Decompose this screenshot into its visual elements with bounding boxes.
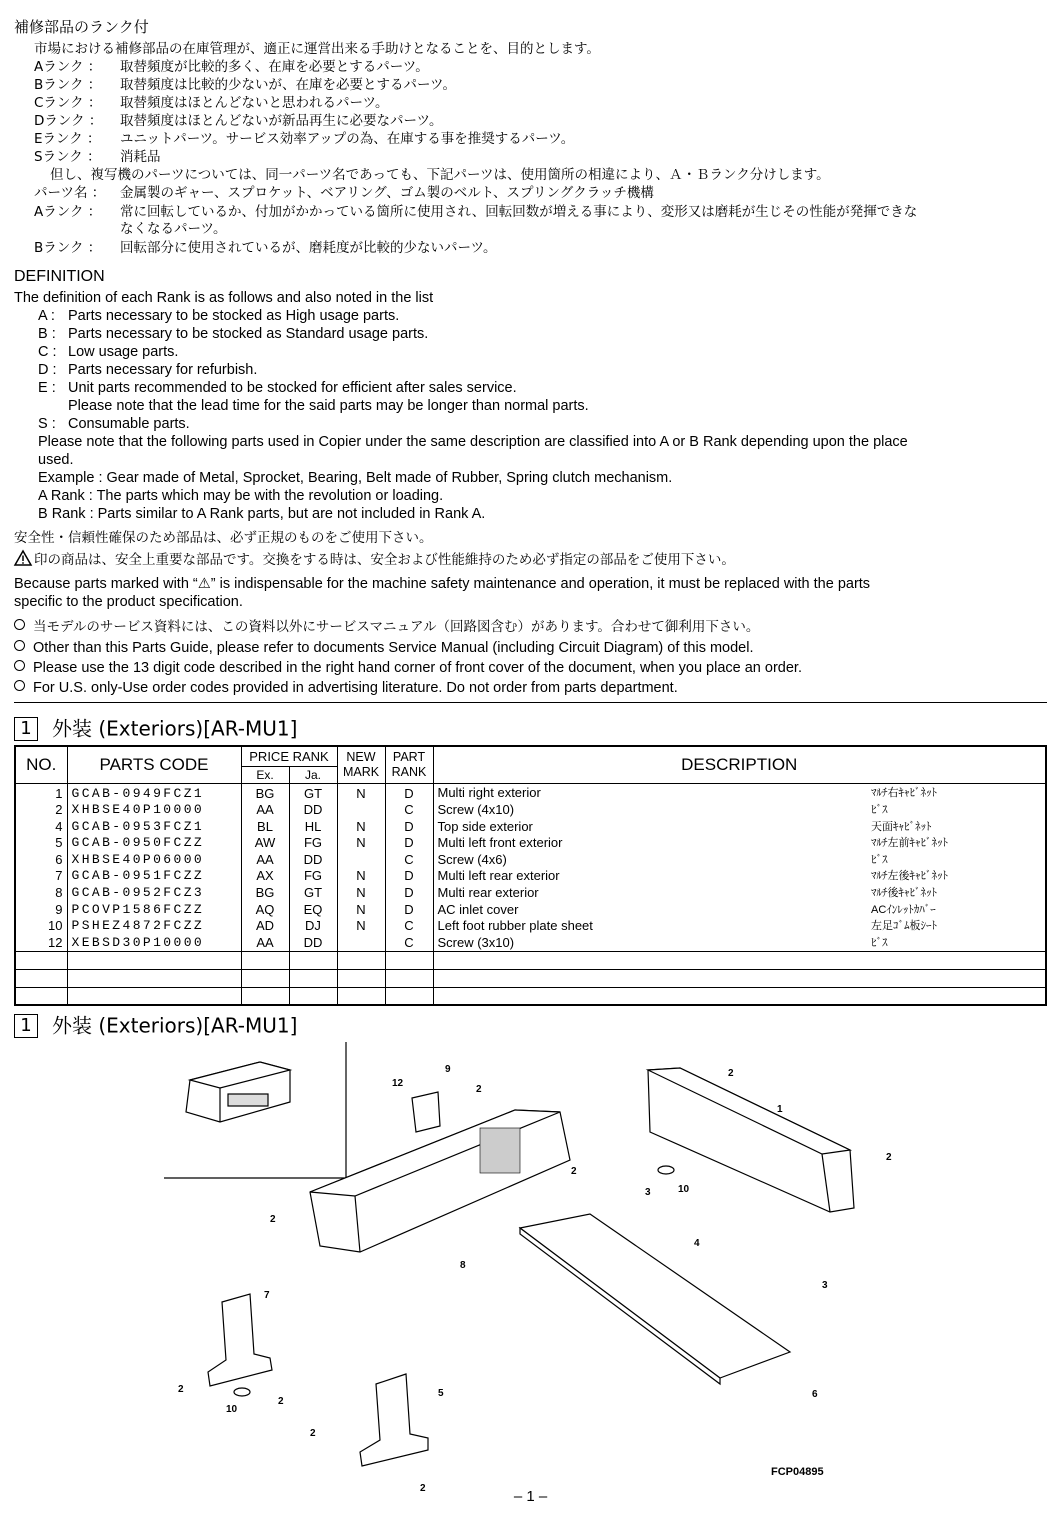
- jp-rank-value: 取替頻度はほとんどないと思われるパーツ。: [120, 95, 389, 111]
- row-new-mark: [337, 852, 385, 869]
- callout-2: 2: [278, 1396, 284, 1407]
- definition-b-rank: B Rank : Parts similar to A Rank parts, but are not included in Rank A.: [38, 506, 486, 522]
- row-parts-code: GCAB-0953FCZ1: [67, 819, 241, 836]
- empty-cell: [337, 970, 385, 988]
- callout-1: 1: [777, 1104, 783, 1115]
- empty-cell: [241, 952, 289, 970]
- jp-rank-note: 但し、複写機のパーツについては、同一パーツ名であっても、下記パーツは、使用箇所の相違により、Ａ・Ｂランク分けします。: [50, 167, 830, 183]
- table-row: [15, 885, 1046, 902]
- definition-line: [38, 379, 517, 397]
- empty-cell: [337, 952, 385, 970]
- empty-cell: [15, 970, 67, 988]
- row-description-jp: ﾏﾙﾁ右ｷｬﾋﾞﾈｯﾄ: [871, 786, 937, 799]
- callout-2: 2: [270, 1214, 276, 1225]
- row-price-ja: DJ: [289, 918, 337, 935]
- callout-2: 2: [886, 1152, 892, 1163]
- note-1: [14, 618, 759, 636]
- row-part-rank: D: [385, 783, 433, 802]
- jp-rank-key: Sランク ：: [34, 149, 101, 165]
- section-number: 1: [14, 717, 38, 741]
- header-price-rank: PRICE RANK: [241, 746, 337, 766]
- row-description: [433, 835, 1046, 852]
- definition-key: E :: [38, 380, 56, 396]
- definition-line: [38, 325, 428, 343]
- definition-key: D :: [38, 362, 57, 378]
- row-price-ja: DD: [289, 935, 337, 952]
- jp-rank-key: Aランク ：: [34, 59, 102, 75]
- callout-2: 2: [571, 1166, 577, 1177]
- row-description-en: Screw (4x6): [437, 851, 507, 867]
- callout-9: 9: [445, 1064, 451, 1075]
- row-description-jp: ﾏﾙﾁ左後ｷｬﾋﾞﾈｯﾄ: [871, 870, 948, 883]
- row-new-mark: N: [337, 885, 385, 902]
- table-row: [15, 902, 1046, 919]
- part-4-top-side-exterior: [520, 1214, 790, 1384]
- row-parts-code: GCAB-0949FCZ1: [67, 783, 241, 802]
- definition-line: [38, 415, 190, 433]
- definition-note-2: used.: [38, 452, 74, 468]
- jp-rank-value: 消耗品: [120, 149, 161, 165]
- empty-cell: [289, 987, 337, 1005]
- table-row: [15, 783, 1046, 802]
- part-5-multi-left-front-exterior: [360, 1374, 428, 1466]
- row-description: [433, 852, 1046, 869]
- divider: [14, 702, 1047, 703]
- table-row: [15, 868, 1046, 885]
- row-no: 5: [15, 835, 67, 852]
- callout-10: 10: [226, 1404, 238, 1415]
- callout-5: 5: [438, 1388, 444, 1399]
- row-part-rank: D: [385, 835, 433, 852]
- row-description-en: Multi left rear exterior: [437, 868, 560, 884]
- row-parts-code: XHBSE40P06000: [67, 852, 241, 869]
- empty-cell: [67, 952, 241, 970]
- header-new: NEW: [346, 749, 376, 764]
- row-price-ex: AX: [241, 868, 289, 885]
- jp-rank-key: Bランク ：: [34, 77, 102, 93]
- row-description-jp: ﾏﾙﾁ後ｷｬﾋﾞﾈｯﾄ: [871, 887, 937, 900]
- row-description: [433, 902, 1046, 919]
- empty-cell: [15, 987, 67, 1005]
- jp-b-rank: [34, 239, 497, 257]
- inset-unit: [186, 1062, 290, 1122]
- row-price-ex: AA: [241, 935, 289, 952]
- row-new-mark: N: [337, 868, 385, 885]
- table-row: [15, 935, 1046, 952]
- jp-rank-value: 取替頻度が比較的多く、在庫を必要とするパーツ。: [120, 59, 429, 75]
- empty-cell: [67, 970, 241, 988]
- safety-jp-1: 安全性・信頼性確保のため部品は、必ず正規のものをご使用下さい。: [14, 530, 433, 546]
- row-parts-code: PSHEZ4872FCZZ: [67, 918, 241, 935]
- row-no: 4: [15, 819, 67, 836]
- row-new-mark: [337, 935, 385, 952]
- empty-cell: [241, 987, 289, 1005]
- jp-rank-value: 取替頻度はほとんどないが新品再生に必要なパーツ。: [120, 113, 443, 129]
- jp-a-rank-cont: なくなるパーツ。: [120, 221, 227, 237]
- definition-key: B :: [38, 326, 56, 342]
- jp-rank-line: [34, 148, 161, 166]
- empty-cell: [433, 987, 1046, 1005]
- row-parts-code: GCAB-0952FCZ3: [67, 885, 241, 902]
- row-no: 10: [15, 918, 67, 935]
- callout-3: 3: [822, 1280, 828, 1291]
- empty-cell: [289, 952, 337, 970]
- row-no: 12: [15, 935, 67, 952]
- row-description-en: Screw (4x10): [437, 802, 515, 818]
- row-no: 6: [15, 852, 67, 869]
- row-part-rank: C: [385, 918, 433, 935]
- header-part-rank: [385, 746, 433, 783]
- section-title: 外装 (Exteriors)[AR-MU1]: [52, 716, 298, 741]
- header-ex: Ex.: [241, 766, 289, 783]
- jp-a-rank-key: Aランク ：: [34, 204, 102, 220]
- header-ja: Ja.: [289, 766, 337, 783]
- row-part-rank: D: [385, 868, 433, 885]
- definition-line: [38, 397, 589, 415]
- page-number: – 1 –: [513, 1488, 548, 1505]
- row-description-en: Multi left front exterior: [437, 835, 563, 851]
- definition-value: Parts necessary for refurbish.: [68, 362, 258, 378]
- jp-parts-name-value: 金属製のギャー、スプロケット、ベアリング、ゴム製のベルト、スプリングクラッチ機構: [120, 185, 654, 201]
- definition-key: S :: [38, 416, 56, 432]
- figure-heading: [14, 1011, 297, 1037]
- table-row: [15, 852, 1046, 869]
- section-heading: [14, 714, 297, 740]
- parts-table: [14, 745, 1047, 1006]
- row-price-ex: AD: [241, 918, 289, 935]
- row-new-mark: N: [337, 783, 385, 802]
- row-description-jp: ﾏﾙﾁ左前ｷｬﾋﾞﾈｯﾄ: [871, 837, 948, 850]
- row-parts-code: PCOVP1586FCZZ: [67, 902, 241, 919]
- row-new-mark: N: [337, 819, 385, 836]
- table-row-empty: [15, 987, 1046, 1005]
- row-description: [433, 783, 1046, 802]
- empty-cell: [289, 970, 337, 988]
- table-row: [15, 819, 1046, 836]
- row-description: [433, 819, 1046, 836]
- jp-b-rank-value: 回転部分に使用されているが、磨耗度が比較的少ないパーツ。: [120, 240, 497, 256]
- callout-10: 10: [678, 1184, 690, 1195]
- warning-triangle-icon: [14, 550, 32, 571]
- row-part-rank: C: [385, 935, 433, 952]
- callout-2: 2: [476, 1084, 482, 1095]
- jp-rank-key: Dランク ：: [34, 113, 103, 129]
- callout-6: 6: [812, 1389, 818, 1400]
- jp-rank-value: 取替頻度は比較的少ないが、在庫を必要とするパーツ。: [120, 77, 457, 93]
- definition-example: Example : Gear made of Metal, Sprocket, Bearing, Belt made of Rubber, Spring clutch mechanism.: [38, 470, 673, 486]
- part-10-rubber-sheet: [234, 1388, 250, 1396]
- definition-key: A :: [38, 308, 55, 324]
- row-new-mark: N: [337, 918, 385, 935]
- part-10-rubber-sheet: [658, 1166, 674, 1174]
- safety-en-1: Because parts marked with “⚠” is indispensable for the machine safety maintenance and operation, it must be replaced with the parts: [14, 576, 871, 592]
- jp-rank-key: Cランク ：: [34, 95, 102, 111]
- row-price-ja: GT: [289, 885, 337, 902]
- row-description-jp: 左足ｺﾞﾑ板ｼｰﾄ: [871, 920, 937, 933]
- row-description-jp: ACｲﾝﾚｯﾄｶﾊﾞｰ: [871, 903, 936, 916]
- definition-intro: The definition of each Rank is as follows and also noted in the list: [14, 290, 434, 306]
- row-price-ex: AA: [241, 852, 289, 869]
- row-description-en: Multi right exterior: [437, 784, 541, 800]
- callout-3: 3: [645, 1187, 651, 1198]
- table-row: [15, 835, 1046, 852]
- empty-cell: [15, 952, 67, 970]
- definition-line: [38, 343, 178, 361]
- bullet-circle-icon: [14, 619, 25, 630]
- row-new-mark: N: [337, 902, 385, 919]
- row-parts-code: XEBSD30P10000: [67, 935, 241, 952]
- definition-note-1: Please note that the following parts used in Copier under the same description are classified into A or B Rank depending upon the place: [38, 434, 908, 450]
- row-description: [433, 868, 1046, 885]
- row-no: 7: [15, 868, 67, 885]
- callout-2: 2: [178, 1384, 184, 1395]
- empty-cell: [385, 970, 433, 988]
- jp-rank-intro: 市場における補修部品の在庫管理が、適正に運営出来る手助けとなることを、目的とします。: [34, 41, 600, 57]
- header-parts-code: PARTS CODE: [67, 746, 241, 783]
- table-row: [15, 802, 1046, 819]
- jp-a-rank: [34, 203, 917, 221]
- row-price-ex: AW: [241, 835, 289, 852]
- row-description-en: Top side exterior: [437, 818, 533, 834]
- row-new-mark: N: [337, 835, 385, 852]
- table-row-empty: [15, 970, 1046, 988]
- header-mark: MARK: [342, 764, 380, 779]
- row-price-ja: FG: [289, 868, 337, 885]
- row-price-ex: BG: [241, 885, 289, 902]
- jp-rank-key: Eランク ：: [34, 131, 101, 147]
- table-row: [15, 918, 1046, 935]
- definition-value: Consumable parts.: [68, 416, 190, 432]
- figure-code: FCP04895: [771, 1466, 824, 1478]
- figure-section-number: 1: [14, 1014, 38, 1038]
- row-part-rank: D: [385, 819, 433, 836]
- table-row-empty: [15, 952, 1046, 970]
- row-part-rank: D: [385, 885, 433, 902]
- row-description-jp: ﾋﾞｽ: [871, 936, 888, 949]
- bullet-circle-icon: [14, 640, 25, 651]
- empty-cell: [241, 970, 289, 988]
- definition-line: [38, 307, 399, 325]
- row-no: 1: [15, 783, 67, 802]
- part-9-ac-inlet-cover: [412, 1092, 440, 1132]
- row-description-jp: ﾋﾞｽ: [871, 853, 888, 866]
- empty-cell: [385, 987, 433, 1005]
- definition-key: C :: [38, 344, 57, 360]
- definition-title: DEFINITION: [14, 268, 105, 285]
- jp-rank-line: [34, 130, 574, 148]
- jp-rank-title: 補修部品のランク付: [14, 18, 149, 36]
- header-description: DESCRIPTION: [433, 746, 1046, 783]
- callout-2: 2: [728, 1068, 734, 1079]
- row-price-ex: AQ: [241, 902, 289, 919]
- header-no: NO.: [15, 746, 67, 783]
- header-new-mark: [337, 746, 385, 783]
- jp-a-rank-value: 常に回転しているか、付加がかかっている箇所に使用され、回転回数が増える事により、変形又は磨耗が生じその性能が発揮できな: [120, 204, 918, 220]
- callout-12: 12: [392, 1078, 404, 1089]
- row-price-ex: BL: [241, 819, 289, 836]
- definition-value: Parts necessary to be stocked as Standard usage parts.: [68, 326, 429, 342]
- note-4: [14, 679, 678, 697]
- row-parts-code: GCAB-0950FCZZ: [67, 835, 241, 852]
- row-no: 2: [15, 802, 67, 819]
- safety-jp-2-line: [14, 550, 735, 571]
- row-price-ja: DD: [289, 852, 337, 869]
- jp-rank-line: [34, 94, 389, 112]
- callout-4: 4: [694, 1238, 700, 1249]
- row-price-ex: BG: [241, 783, 289, 802]
- row-description-jp: 天面ｷｬﾋﾞﾈｯﾄ: [871, 820, 932, 833]
- row-no: 9: [15, 902, 67, 919]
- definition-value: Low usage parts.: [68, 344, 179, 360]
- row-price-ja: DD: [289, 802, 337, 819]
- bullet-circle-icon: [14, 680, 25, 691]
- row-price-ja: EQ: [289, 902, 337, 919]
- callout-2: 2: [310, 1428, 316, 1439]
- bullet-circle-icon: [14, 660, 25, 671]
- safety-jp-2: 印の商品は、安全上重要な部品です。交換をする時は、安全および性能維持のため必ず指定の部品をご使用下さい。: [34, 552, 735, 568]
- safety-en-2: specific to the product specification.: [14, 594, 243, 610]
- row-price-ja: HL: [289, 819, 337, 836]
- empty-cell: [433, 952, 1046, 970]
- part-7-multi-left-rear-exterior: [208, 1294, 272, 1386]
- definition-value: Parts necessary to be stocked as High usage parts.: [68, 308, 400, 324]
- row-description: [433, 802, 1046, 819]
- callout-8: 8: [460, 1260, 466, 1271]
- note-3: [14, 659, 802, 677]
- row-description-en: AC inlet cover: [437, 901, 519, 917]
- row-price-ja: GT: [289, 783, 337, 802]
- empty-cell: [67, 987, 241, 1005]
- row-description: [433, 918, 1046, 935]
- figure-section-title: 外装 (Exteriors)[AR-MU1]: [52, 1013, 298, 1038]
- row-parts-code: XHBSE40P10000: [67, 802, 241, 819]
- jp-rank-line: [34, 58, 429, 76]
- row-description-en: Multi rear exterior: [437, 885, 539, 901]
- jp-rank-value: ユニットパーツ。サービス効率アップの為、在庫する事を推奨するパーツ。: [120, 131, 575, 147]
- row-description: [433, 935, 1046, 952]
- row-description-jp: ﾋﾞｽ: [871, 804, 888, 817]
- note-2-text: Other than this Parts Guide, please refer to documents Service Manual (including Circuit Diagram) of this model.: [33, 640, 754, 656]
- callout-2: 2: [420, 1483, 426, 1494]
- note-4-text: For U.S. only-Use order codes provided in advertising literature. Do not order from parts department.: [33, 680, 678, 696]
- note-2: [14, 639, 754, 657]
- jp-b-rank-key: Bランク ：: [34, 240, 102, 256]
- empty-cell: [337, 987, 385, 1005]
- definition-value: Unit parts recommended to be stocked for efficient after sales service.: [68, 380, 517, 396]
- note-3-text: Please use the 13 digit code described in the right hand corner of front cover of the document, when you place an order.: [33, 660, 802, 676]
- header-part: PART: [392, 749, 426, 764]
- row-description: [433, 885, 1046, 902]
- jp-parts-name: [34, 184, 654, 202]
- definition-a-rank: A Rank : The parts which may be with the revolution or loading.: [38, 488, 444, 504]
- empty-cell: [433, 970, 1046, 988]
- empty-cell: [385, 952, 433, 970]
- callout-7: 7: [264, 1290, 270, 1301]
- definition-value: Please note that the lead time for the said parts may be longer than normal parts.: [68, 398, 589, 414]
- row-new-mark: [337, 802, 385, 819]
- row-price-ex: AA: [241, 802, 289, 819]
- header-rank: RANK: [391, 764, 427, 779]
- note-1-text: 当モデルのサービス資料には、この資料以外にサービスマニュアル（回路図含む）があります。合わせて御利用下さい。: [33, 619, 760, 635]
- jp-parts-name-key: パーツ名 ：: [34, 185, 106, 201]
- row-price-ja: FG: [289, 835, 337, 852]
- jp-rank-line: [34, 76, 456, 94]
- row-part-rank: C: [385, 802, 433, 819]
- definition-line: [38, 361, 257, 379]
- jp-rank-line: [34, 112, 443, 130]
- row-description-en: Screw (3x10): [437, 934, 515, 950]
- row-parts-code: GCAB-0951FCZZ: [67, 868, 241, 885]
- row-no: 8: [15, 885, 67, 902]
- row-part-rank: D: [385, 902, 433, 919]
- row-description-en: Left foot rubber plate sheet: [437, 918, 593, 934]
- row-part-rank: C: [385, 852, 433, 869]
